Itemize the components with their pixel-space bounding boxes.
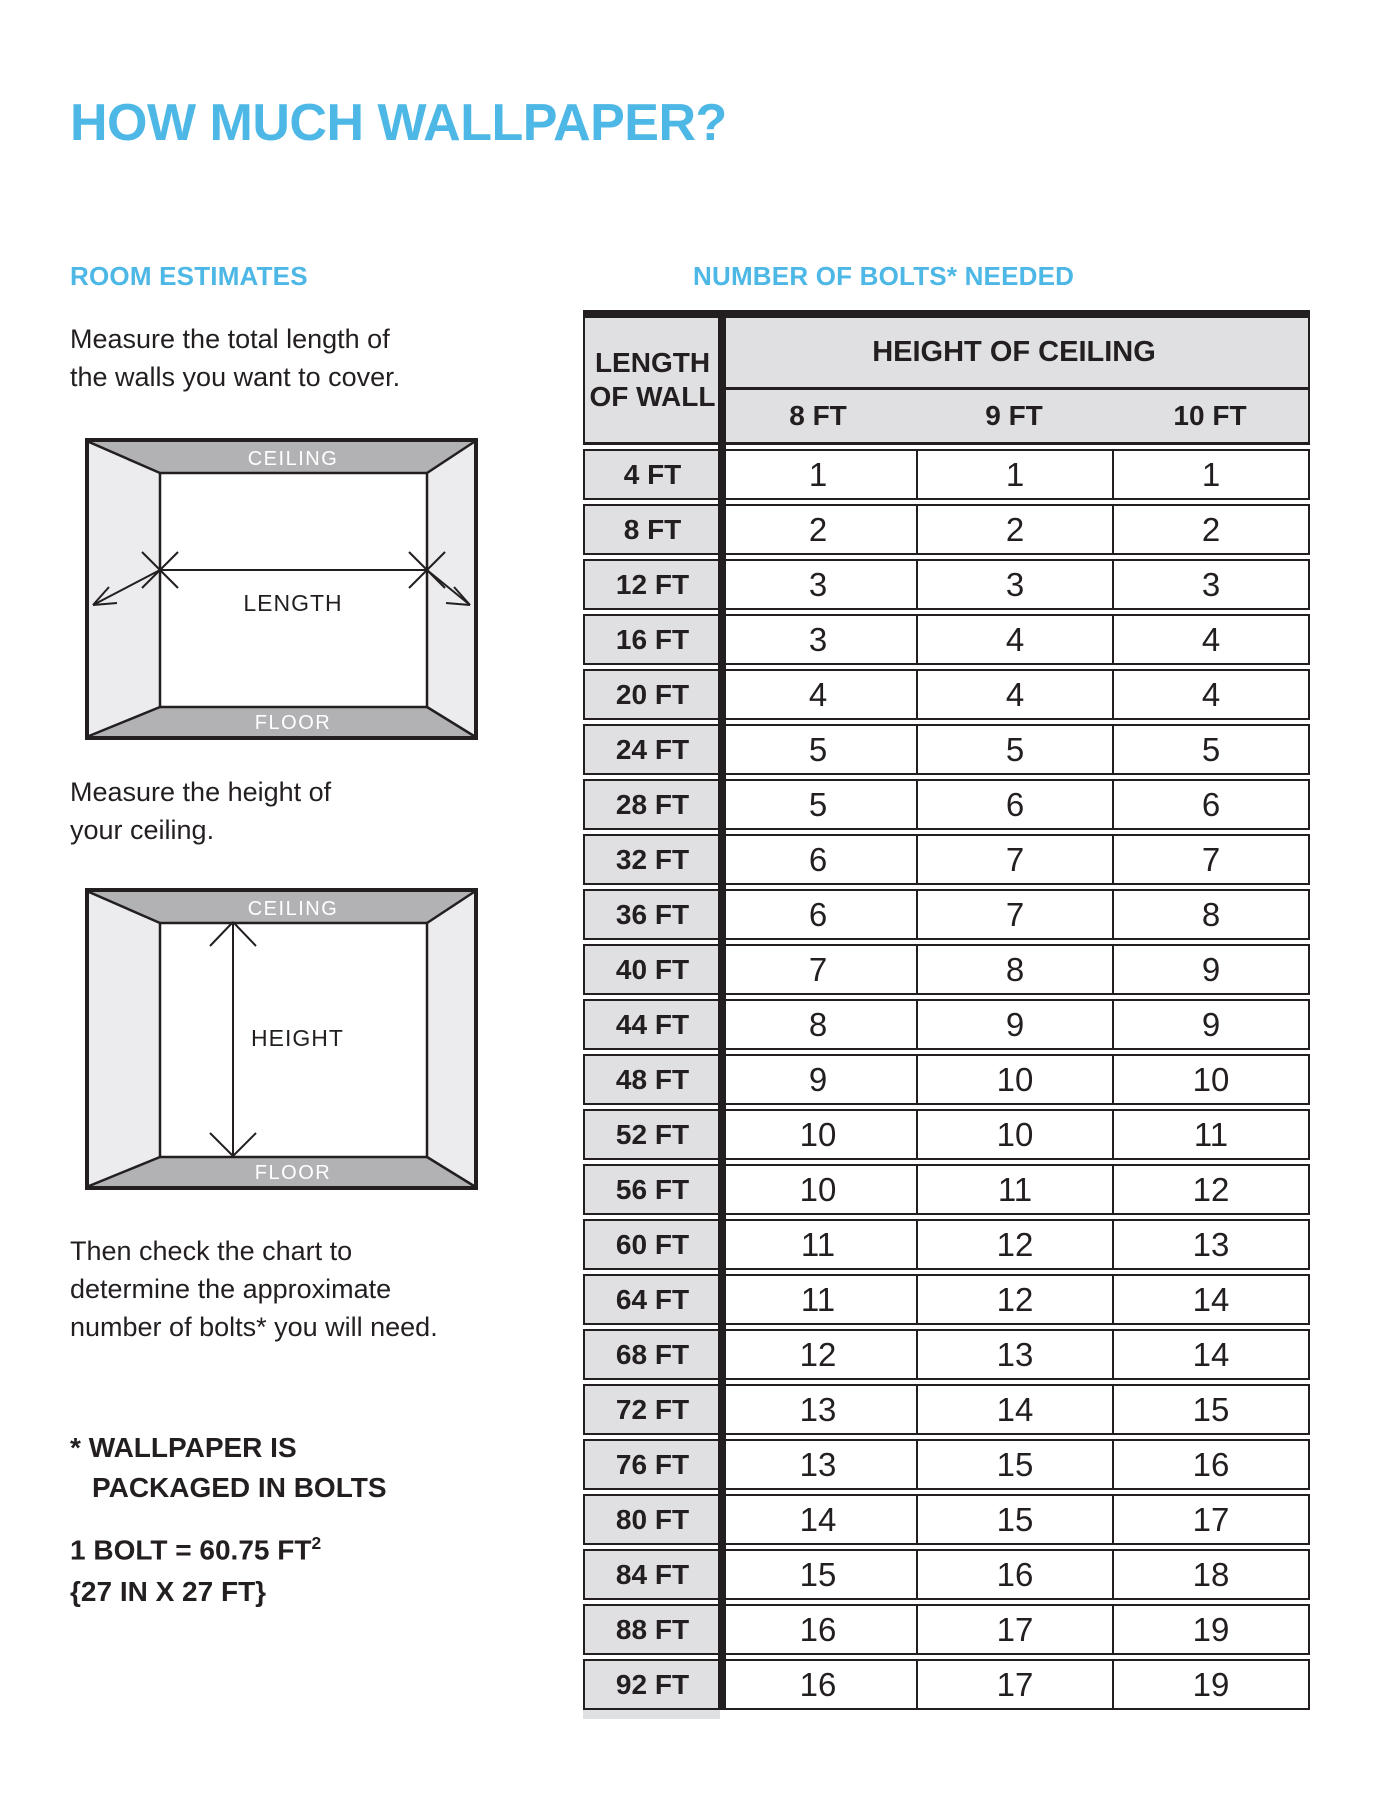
wall-length-cell: 56 FT	[585, 1166, 720, 1213]
wall-length-cell: 76 FT	[585, 1441, 720, 1488]
bolts-9ft-cell: 17	[916, 1661, 1112, 1708]
paragraph-measure-height	[70, 773, 331, 849]
col-header-8ft: 8 FT	[789, 400, 847, 431]
table-row	[583, 1549, 1310, 1600]
paragraph-line: Measure the height of	[70, 777, 332, 807]
bolts-10ft-cell: 18	[1112, 1551, 1308, 1598]
bolts-8ft-cell: 10	[799, 1115, 837, 1153]
bolts-9ft-cell: 6	[916, 781, 1112, 828]
wall-length-cell: 20 FT	[585, 671, 720, 718]
bolts-8ft-cell: 8	[808, 1005, 828, 1043]
bolts-8ft-cell: 5	[808, 730, 828, 768]
bolts-9ft-cell: 15	[916, 1441, 1112, 1488]
wall-length-cell: 24 FT	[585, 726, 720, 773]
table-bottom-strip	[583, 1710, 720, 1719]
paragraph-line: number of bolts* you will need.	[70, 1312, 438, 1342]
bolts-10ft-cell: 7	[1112, 836, 1308, 883]
paragraph-line: Measure the total length of	[70, 324, 390, 354]
bolts-9ft-cell: 12	[916, 1221, 1112, 1268]
bolts-10ft-cell: 16	[1112, 1441, 1308, 1488]
bolts-8ft-cell: 7	[808, 950, 828, 988]
wall-length-cell: 88 FT	[585, 1606, 720, 1653]
bolts-10ft-cell: 4	[1112, 671, 1308, 718]
room-height-diagram	[85, 888, 478, 1190]
wall-length-cell: 68 FT	[585, 1331, 720, 1378]
asterisk: *	[70, 1432, 81, 1463]
bolts-9ft-cell: 10	[916, 1111, 1112, 1158]
table-row	[583, 614, 1310, 665]
bolts-8ft-cell: 10	[799, 1170, 837, 1208]
bolts-9ft-cell: 2	[916, 506, 1112, 553]
table-thick-divider	[718, 310, 726, 1710]
table-heading: NUMBER OF BOLTS* NEEDED	[693, 261, 1075, 291]
table-row	[583, 724, 1310, 775]
table-row	[583, 669, 1310, 720]
bolts-8ft-cell: 14	[799, 1500, 837, 1538]
bolts-9ft-cell: 11	[916, 1166, 1112, 1213]
table-row	[583, 1494, 1310, 1545]
bolts-10ft-cell: 9	[1112, 1001, 1308, 1048]
table-row	[583, 1329, 1310, 1380]
bolts-8ft-cell: 3	[808, 620, 828, 658]
wall-length-cell: 64 FT	[585, 1276, 720, 1323]
bolts-10ft-cell: 3	[1112, 561, 1308, 608]
bolts-10ft-cell: 13	[1112, 1221, 1308, 1268]
paragraph-check-chart	[70, 1232, 438, 1346]
table-row	[583, 889, 1310, 940]
bolts-10ft-cell: 11	[1112, 1111, 1308, 1158]
table-row	[583, 1659, 1310, 1710]
table-row	[583, 1219, 1310, 1270]
bolts-10ft-cell: 17	[1112, 1496, 1308, 1543]
footnote-wallpaper-bolts	[70, 1428, 387, 1508]
ceiling-height-subheaders	[720, 390, 1308, 442]
wall-length-cell: 12 FT	[585, 561, 720, 608]
bolts-8ft-cell: 13	[799, 1445, 837, 1483]
bolts-9ft-cell: 8	[916, 946, 1112, 993]
wall-length-cell: 8 FT	[585, 506, 720, 553]
bolts-10ft-cell: 15	[1112, 1386, 1308, 1433]
table-row	[583, 504, 1310, 555]
table-row	[583, 834, 1310, 885]
bolts-9ft-cell: 7	[916, 891, 1112, 938]
bolts-9ft-cell: 5	[916, 726, 1112, 773]
paragraph-line: determine the approximate	[70, 1274, 392, 1304]
bolts-8ft-cell: 4	[808, 675, 828, 713]
wall-length-cell: 60 FT	[585, 1221, 720, 1268]
wall-length-cell: 92 FT	[585, 1661, 720, 1708]
room-length-diagram	[85, 438, 478, 740]
table-row	[583, 1384, 1310, 1435]
col-header-9ft: 9 FT	[985, 400, 1043, 431]
paragraph-line: your ceiling.	[70, 815, 215, 845]
wall-length-cell: 44 FT	[585, 1001, 720, 1048]
bolts-10ft-cell: 2	[1112, 506, 1308, 553]
bolts-8ft-cell: 11	[800, 1280, 836, 1318]
wall-length-cell: 72 FT	[585, 1386, 720, 1433]
bolts-10ft-cell: 10	[1112, 1056, 1308, 1103]
bolt-size-info	[70, 1522, 321, 1613]
table-header	[583, 318, 1310, 445]
wall-length-cell: 84 FT	[585, 1551, 720, 1598]
bolts-8ft-cell: 12	[799, 1335, 837, 1373]
bolts-10ft-cell: 5	[1112, 726, 1308, 773]
bolts-9ft-cell: 14	[916, 1386, 1112, 1433]
bolts-10ft-cell: 8	[1112, 891, 1308, 938]
bolts-10ft-cell: 6	[1112, 781, 1308, 828]
wall-length-cell: 16 FT	[585, 616, 720, 663]
bolts-9ft-cell: 4	[916, 616, 1112, 663]
height-label: HEIGHT	[251, 1025, 344, 1051]
length-label: LENGTH	[243, 590, 343, 616]
bolts-8ft-cell: 6	[808, 840, 828, 878]
bolts-9ft-cell: 10	[916, 1056, 1112, 1103]
wall-length-cell: 32 FT	[585, 836, 720, 883]
superscript-2: 2	[311, 1533, 322, 1553]
bolts-8ft-cell: 16	[799, 1610, 837, 1648]
right-wall-surface	[427, 892, 474, 1186]
floor-label: FLOOR	[254, 1162, 332, 1184]
bolt-dimensions: {27 IN X 27 FT}	[70, 1576, 267, 1608]
table-top-border	[583, 310, 1310, 318]
bolts-8ft-cell: 15	[799, 1555, 837, 1593]
floor-label: FLOOR	[254, 712, 332, 734]
bolts-10ft-cell: 4	[1112, 616, 1308, 663]
bolts-10ft-cell: 9	[1112, 946, 1308, 993]
ceiling-label: CEILING	[247, 448, 339, 470]
bolts-9ft-cell: 9	[916, 1001, 1112, 1048]
footnote-line: PACKAGED IN BOLTS	[92, 1472, 387, 1503]
bolts-8ft-cell: 1	[808, 455, 828, 493]
table-row	[583, 999, 1310, 1050]
table-row	[583, 1274, 1310, 1325]
paragraph-line: the walls you want to cover.	[70, 362, 401, 392]
table-row	[583, 449, 1310, 500]
footnote-line: * WALLPAPER IS	[70, 1432, 297, 1463]
bolts-8ft-cell: 5	[808, 785, 828, 823]
col-group-header-height-of-ceiling: HEIGHT OF CEILING	[720, 318, 1308, 390]
bolts-8ft-cell: 6	[808, 895, 828, 933]
table-row	[583, 559, 1310, 610]
bolts-10ft-cell: 19	[1112, 1606, 1308, 1653]
section-heading-room-estimates: ROOM ESTIMATES	[70, 261, 308, 291]
table-row	[583, 1109, 1310, 1160]
bolts-10ft-cell: 12	[1112, 1166, 1308, 1213]
table-row	[583, 1604, 1310, 1655]
table-row	[583, 779, 1310, 830]
bolts-9ft-cell: 7	[916, 836, 1112, 883]
wall-length-cell: 40 FT	[585, 946, 720, 993]
bolts-9ft-cell: 13	[916, 1331, 1112, 1378]
bolts-9ft-cell: 12	[916, 1276, 1112, 1323]
bolts-9ft-cell: 1	[916, 451, 1112, 498]
bolts-10ft-cell: 1	[1112, 451, 1308, 498]
bolts-8ft-cell: 2	[808, 510, 828, 548]
table-row	[583, 1054, 1310, 1105]
bolts-9ft-cell: 15	[916, 1496, 1112, 1543]
bolts-8ft-cell: 16	[799, 1665, 837, 1703]
col-header-10ft: 10 FT	[1173, 400, 1247, 431]
bolts-10ft-cell: 14	[1112, 1276, 1308, 1323]
wall-length-cell: 48 FT	[585, 1056, 720, 1103]
paragraph-line: Then check the chart to	[70, 1236, 353, 1266]
bolts-8ft-cell: 13	[799, 1390, 837, 1428]
bolt-equation: 1 BOLT = 60.75 $FT^2$	[70, 1533, 322, 1566]
ceiling-label: CEILING	[247, 898, 339, 920]
table-body	[583, 449, 1310, 1710]
bolts-8ft-cell: 11	[800, 1225, 836, 1263]
wall-length-cell: 4 FT	[585, 451, 720, 498]
bolts-8ft-cell: 9	[808, 1060, 828, 1098]
table-row	[583, 944, 1310, 995]
paragraph-measure-length	[70, 320, 400, 396]
left-wall-surface	[89, 892, 160, 1186]
bolts-9ft-cell: 17	[916, 1606, 1112, 1653]
table-row	[583, 1164, 1310, 1215]
wall-length-cell: 28 FT	[585, 781, 720, 828]
table-row	[583, 1439, 1310, 1490]
bolts-9ft-cell: 4	[916, 671, 1112, 718]
ceiling-height-header-group	[720, 318, 1308, 442]
bolts-10ft-cell: 19	[1112, 1661, 1308, 1708]
wall-length-cell: 52 FT	[585, 1111, 720, 1158]
col-header-length-of-wall: LENGTH OF WALL	[589, 347, 716, 412]
bolts-table	[583, 310, 1310, 1710]
wall-length-cell: 36 FT	[585, 891, 720, 938]
bolts-8ft-cell: 3	[808, 565, 828, 603]
wall-length-cell: 80 FT	[585, 1496, 720, 1543]
bolts-9ft-cell: 16	[916, 1551, 1112, 1598]
bolts-10ft-cell: 14	[1112, 1331, 1308, 1378]
bolts-9ft-cell: 3	[916, 561, 1112, 608]
page-title: HOW MUCH WALLPAPER?	[70, 93, 727, 152]
